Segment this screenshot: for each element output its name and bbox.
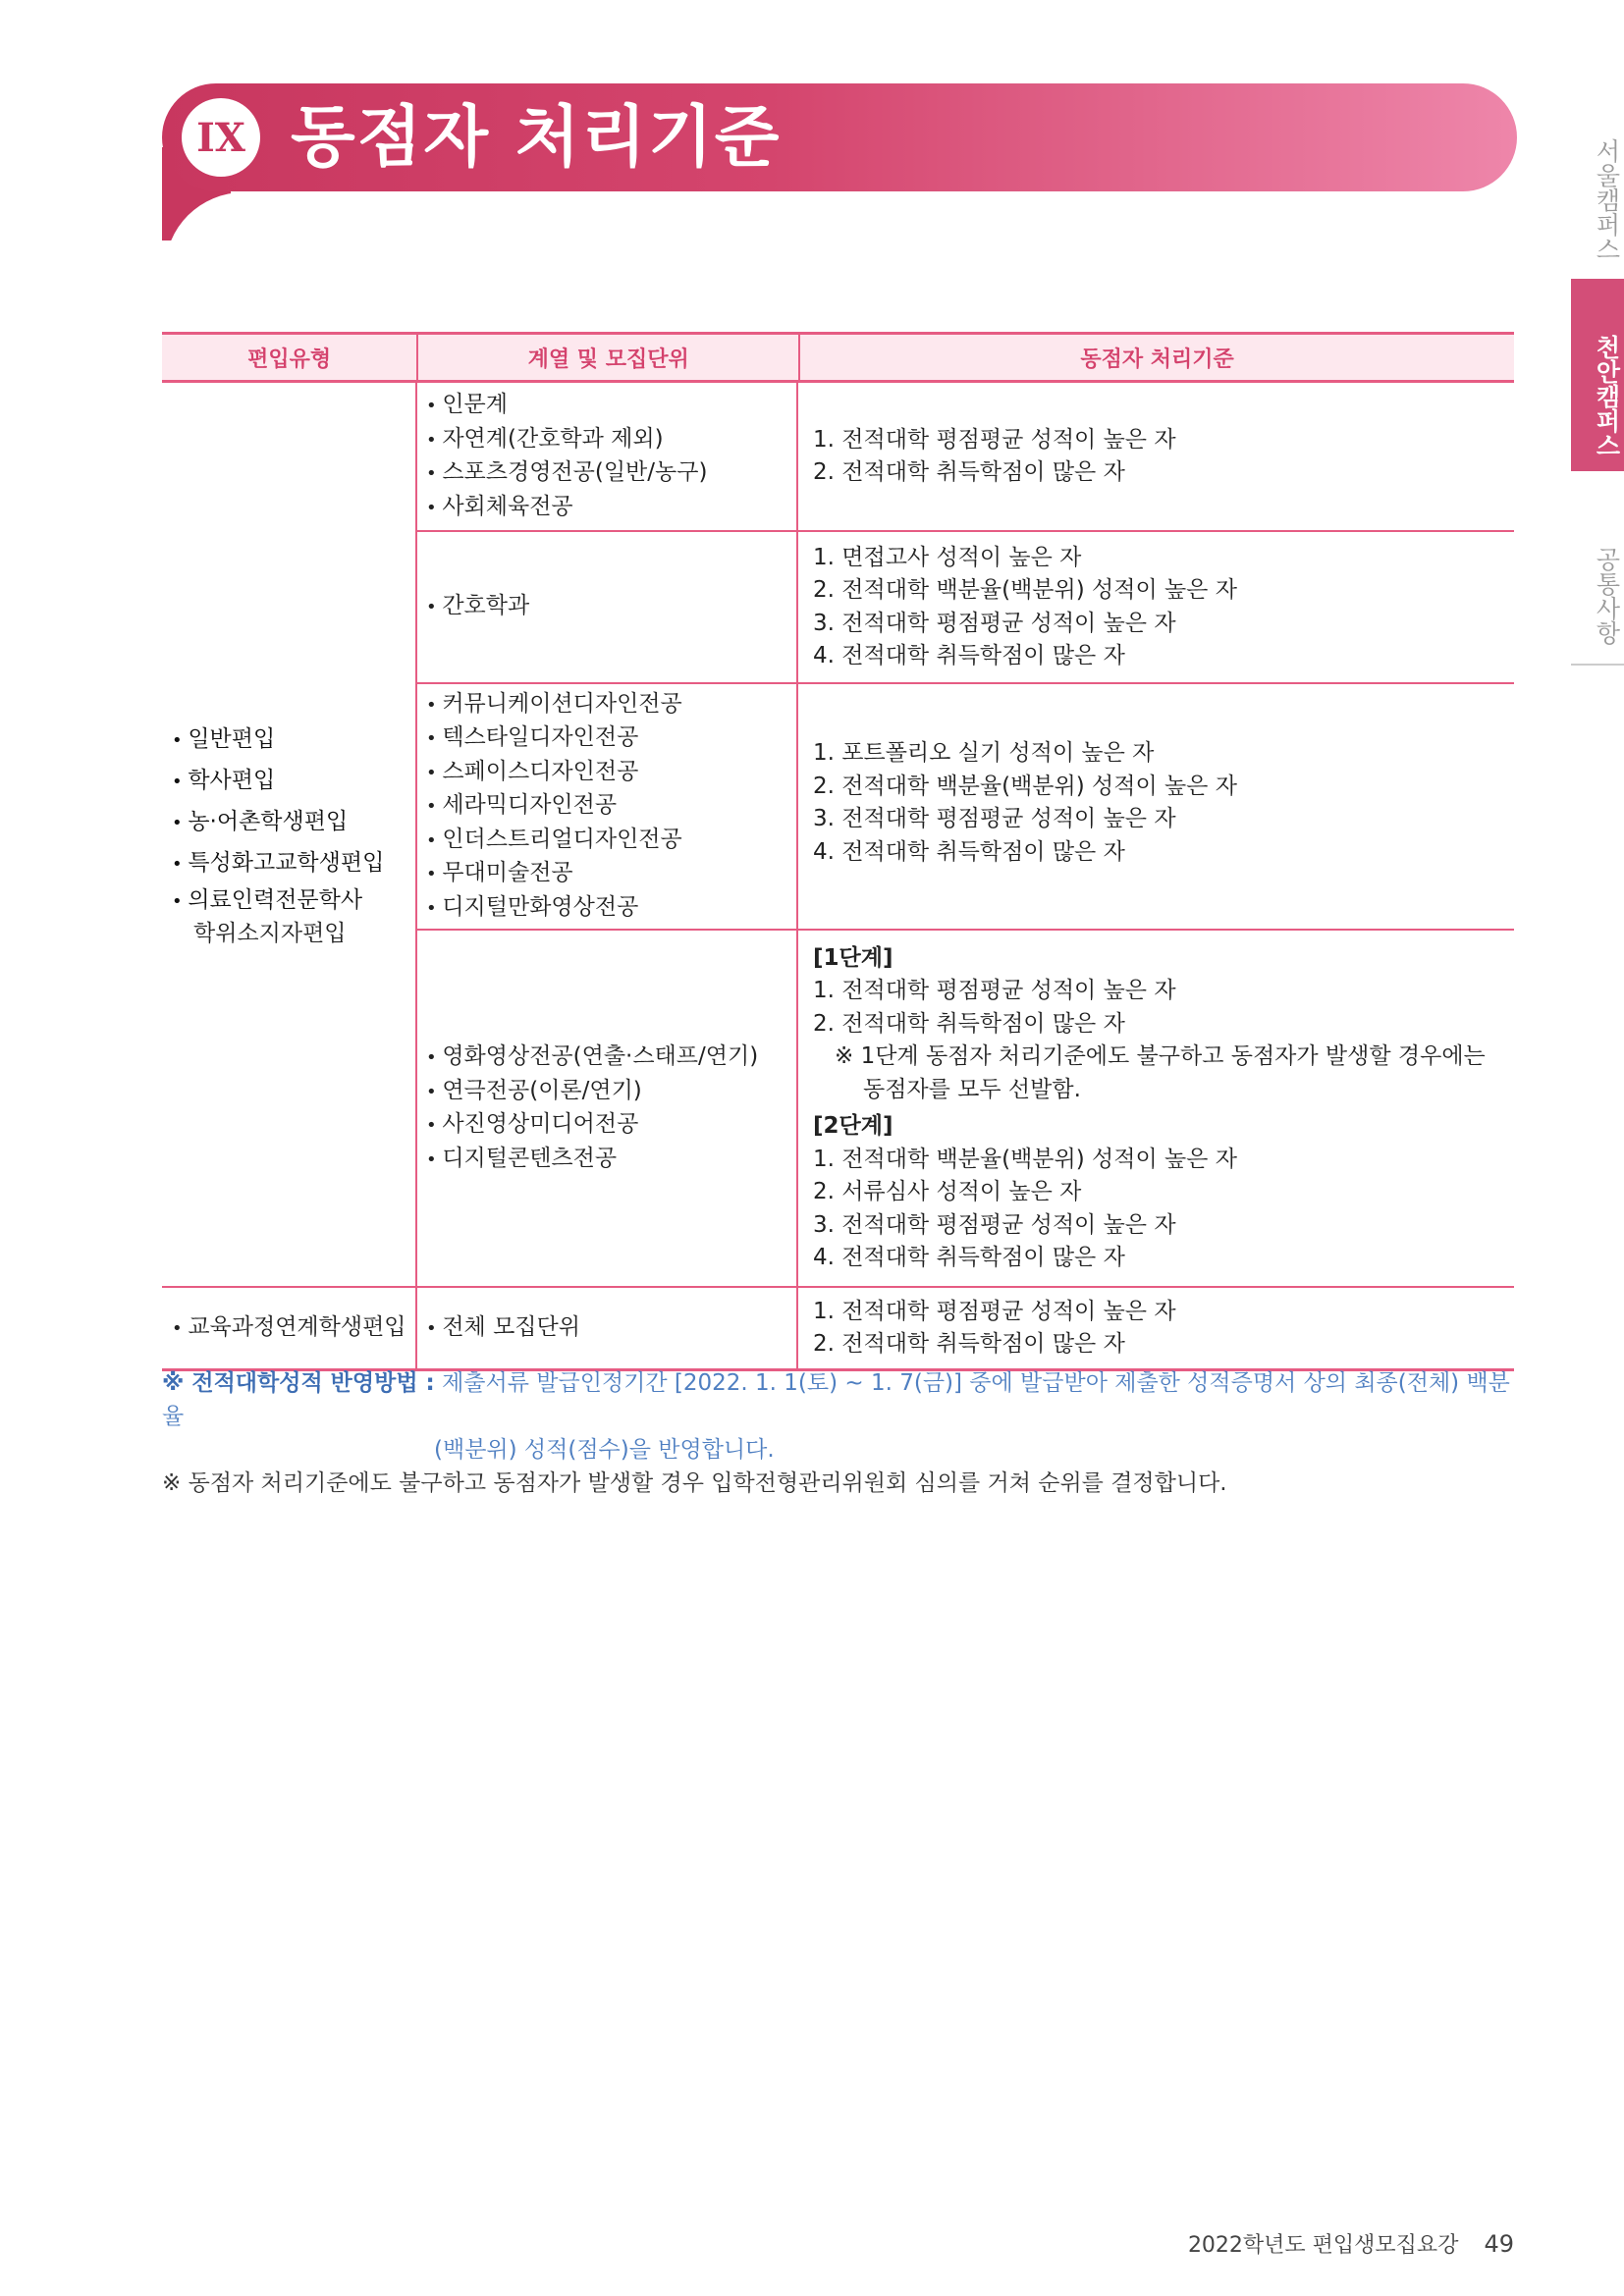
criterion: 2. 전적대학 백분율(백분위) 성적이 높은 자 [813,773,1237,799]
unit-item: • 무대미술전공 [426,857,796,891]
page-number: 49 [1484,2230,1514,2258]
unit-item: • 전체 모집단위 [426,1311,796,1346]
tiebreak-table [162,332,1514,1371]
unit-item: • 사회체육전공 [426,491,796,525]
units-cell [417,931,798,1286]
units-cell [417,1288,798,1368]
unit-item: • 간호학과 [426,590,796,624]
page-title: 동점자 처리기준 [291,99,782,177]
criterion: 1. 전적대학 평점평균 성적이 높은 자 [813,1298,1176,1324]
criterion: 3. 전적대학 평점평균 성적이 높은 자 [813,610,1176,636]
stage2-label: [2단계] [813,1113,893,1139]
criterion: 1. 전적대학 백분율(백분위) 성적이 높은 자 [813,1146,1237,1172]
criterion: 3. 전적대학 평점평균 성적이 높은 자 [813,806,1176,831]
type-group-general [162,383,415,1288]
criterion: 4. 전적대학 취득학점이 많은 자 [813,1245,1125,1270]
type-column [162,383,417,1371]
criterion: 2. 전적대학 취득학점이 많은 자 [813,1010,1125,1037]
units-cell [417,532,798,682]
table-row [417,1288,1514,1371]
stage1-note-cont: 동점자를 모두 선발함. [863,1076,1081,1102]
units-cell [417,383,798,530]
type-item: • 농·어촌학생편입 [172,802,415,843]
units-criteria-columns [417,383,1514,1371]
table-header [162,335,1514,383]
criteria-cell [798,1288,1514,1368]
table-row [417,684,1514,931]
type-item: • 특성화고교학생편입 [172,843,415,884]
criteria-cell [798,931,1514,1286]
note-grade-method [162,1366,1517,1433]
unit-item: • 텍스타일디자인전공 [426,721,796,756]
table-body [162,383,1514,1371]
criteria-cell [798,383,1514,530]
type-item-cont: 학위소지자편입 [193,921,347,946]
unit-item: • 디지털만화영상전공 [426,891,796,926]
type-item: • 의료인력전문학사 [172,884,415,918]
criterion: 4. 전적대학 취득학점이 많은 자 [813,643,1125,668]
criterion: 2. 전적대학 백분율(백분위) 성적이 높은 자 [813,577,1237,603]
criterion: 1. 전적대학 평점평균 성적이 높은 자 [813,978,1176,1003]
criterion: 1. 포트폴리오 실기 성적이 높은 자 [813,740,1155,766]
table-row [417,383,1514,532]
unit-item: • 사진영상미디어전공 [426,1108,796,1143]
criteria-cell [798,532,1514,682]
unit-item: • 스페이스디자인전공 [426,756,796,790]
criterion: 2. 서류심사 성적이 높은 자 [813,1179,1082,1204]
unit-item: • 인문계 [426,389,796,423]
unit-item: • 자연계(간호학과 제외) [426,423,796,457]
unit-item: • 인더스트리얼디자인전공 [426,824,796,858]
header-type: 편입유형 [162,335,418,380]
criterion: 2. 전적대학 취득학점이 많은 자 [813,459,1125,485]
unit-item: • 디지털콘텐츠전공 [426,1143,796,1177]
stage1-note: ※ 1단계 동점자 처리기준에도 불구하고 동점자가 발생할 경우에는 [835,1043,1486,1069]
table-row [417,532,1514,684]
criterion: 2. 전적대학 취득학점이 많은 자 [813,1331,1125,1357]
header-criteria: 동점자 처리기준 [1080,347,1234,372]
notes [162,1366,1517,1500]
unit-item: • 영화영상전공(연출·스태프/연기) [426,1041,796,1075]
type-item: • 일반편입 [172,720,415,761]
page-footer [1188,2228,1514,2259]
unit-item: • 커뮤니케이션디자인전공 [426,688,796,722]
side-tab-common[interactable]: 공통사항 [1593,547,1621,645]
unit-item: • 연극전공(이론/연기) [426,1075,796,1109]
type-group-curriculum [162,1288,415,1371]
side-tab-divider [1571,664,1624,666]
type-item: • 학사편입 [172,761,415,802]
side-tab-cheonan[interactable]: 천안캠퍼스 [1571,279,1624,471]
criteria-cell [798,684,1514,929]
stage1-label: [1단계] [813,944,893,971]
table-row [417,931,1514,1288]
type-item: • 교육과정연계학생편입 [172,1311,406,1346]
side-tab-seoul[interactable]: 서울캠퍼스 [1593,137,1621,261]
unit-item: • 스포츠경영전공(일반/농구) [426,456,796,491]
criterion: 1. 전적대학 평점평균 성적이 높은 자 [813,426,1176,453]
criterion: 4. 전적대학 취득학점이 많은 자 [813,838,1125,865]
note-label: ※ 전적대학성적 반영방법 : [162,1370,435,1396]
criterion: 3. 전적대학 평점평균 성적이 높은 자 [813,1211,1176,1238]
header-units: 계열 및 모집단위 [418,335,800,380]
units-cell [417,684,798,929]
note-text: 제출서류 발급인정기간 [2022. 1. 1(토) ~ 1. 7(금)] 중에 발급받아 제출한 성적증명서 상의 최종(전체) 백분율 [162,1370,1510,1429]
criterion: 1. 면접고사 성적이 높은 자 [813,544,1082,570]
note-tiebreak: ※ 동점자 처리기준에도 불구하고 동점자가 발생할 경우 입학전형관리위원회 심의를 거쳐 순위를 결정합니다. [162,1470,1227,1496]
section-number-badge: IX [182,98,260,177]
note-text-cont: (백분위) 성적(점수)을 반영합니다. [434,1437,775,1463]
unit-item: • 세라믹디자인전공 [426,789,796,824]
footer-doc-title: 2022학년도 편입생모집요강 [1187,2233,1459,2258]
